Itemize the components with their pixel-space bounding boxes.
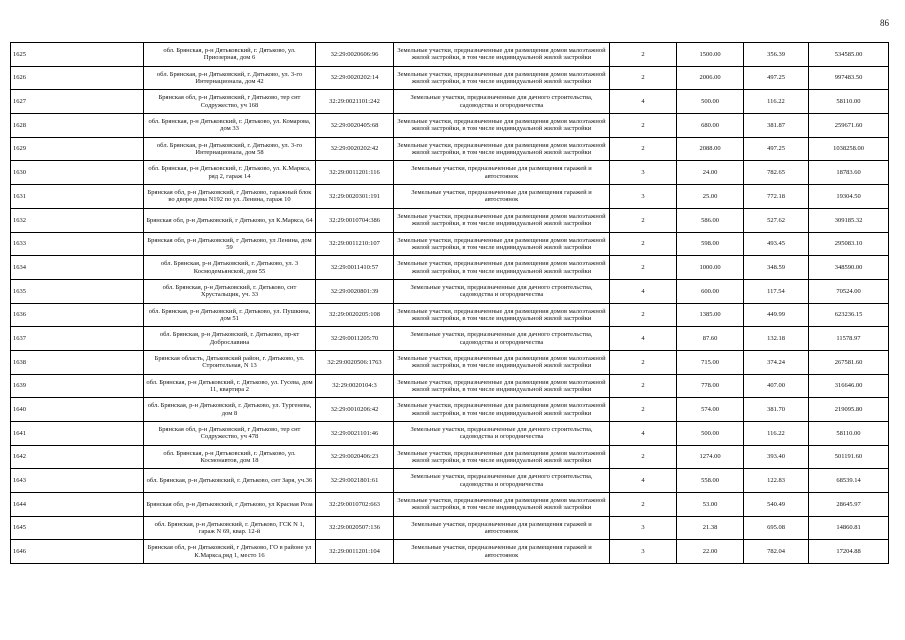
cadastral-number-cell: 32:29:0020506:1763: [316, 350, 394, 374]
specific-value-cell: 497.25: [744, 66, 809, 90]
row-number: 1632: [11, 208, 144, 232]
row-number: 1630: [11, 161, 144, 185]
address-cell: обл. Брянская, р-н Дятьковский, г. Дятьково, ул. Комарова, дом 33: [144, 114, 316, 138]
group-cell: 4: [610, 90, 677, 114]
group-cell: 3: [610, 516, 677, 540]
cadastral-number-cell: 32:29:0020202:42: [316, 137, 394, 161]
table-body: [11, 43, 889, 564]
table-row: [11, 208, 889, 232]
cadastral-value-cell: 623236.15: [809, 303, 889, 327]
cadastral-value-cell: 68539.14: [809, 469, 889, 493]
row-number: 1644: [11, 493, 144, 517]
row-number: 1640: [11, 398, 144, 422]
cadastral-number-cell: 32:29:0021801:61: [316, 469, 394, 493]
land-use-cell: Земельные участки, предназначенные для дачного строительства, садоводства и огородничества: [394, 327, 610, 351]
specific-value-cell: 527.62: [744, 208, 809, 232]
land-registry-table: [10, 42, 889, 564]
table-row: [11, 516, 889, 540]
land-use-cell: Земельные участки, предназначенные для размещения домов малоэтажной жилой застройки, в том числе индивидуальной жилой застройки: [394, 303, 610, 327]
area-cell: 2006.00: [677, 66, 744, 90]
land-use-cell: Земельные участки, предназначенные для размещения домов малоэтажной жилой застройки, в том числе индивидуальной жилой застройки: [394, 350, 610, 374]
address-cell: Брянская обл, р-н Дятьковский, г Дятьково, тер снт Содружество, уч 478: [144, 422, 316, 446]
specific-value-cell: 540.49: [744, 493, 809, 517]
address-cell: обл. Брянская, р-н Дятьковский, г. Дятьково, снт Хрустальщик, уч. 33: [144, 279, 316, 303]
table-row: [11, 374, 889, 398]
specific-value-cell: 493.45: [744, 232, 809, 256]
address-cell: обл. Брянская, р-н Дятьковский, г. Дятьково, ул. 3-го Интернационала, дом 58: [144, 137, 316, 161]
cadastral-number-cell: 32:29:0020301:191: [316, 185, 394, 209]
cadastral-value-cell: 501191.60: [809, 445, 889, 469]
cadastral-value-cell: 534585.00: [809, 43, 889, 67]
address-cell: обл. Брянская, р-н Дятьковский, г. Дятьково, ул. Приозерная, дом 6: [144, 43, 316, 67]
row-number: 1638: [11, 350, 144, 374]
specific-value-cell: 407.00: [744, 374, 809, 398]
specific-value-cell: 381.70: [744, 398, 809, 422]
row-number: 1643: [11, 469, 144, 493]
table-row: [11, 232, 889, 256]
cadastral-value-cell: 58110.00: [809, 90, 889, 114]
land-use-cell: Земельные участки, предназначенные для размещения домов малоэтажной жилой застройки, в том числе индивидуальной жилой застройки: [394, 374, 610, 398]
cadastral-value-cell: 295083.10: [809, 232, 889, 256]
specific-value-cell: 782.65: [744, 161, 809, 185]
address-cell: Брянская обл, р-н Дятьковский, г Дятьково, ГО в районе ул К.Маркса,ряд 1, место 16: [144, 540, 316, 564]
area-cell: 715.00: [677, 350, 744, 374]
group-cell: 2: [610, 137, 677, 161]
cadastral-value-cell: 348590.00: [809, 256, 889, 280]
group-cell: 3: [610, 540, 677, 564]
area-cell: 574.00: [677, 398, 744, 422]
area-cell: 778.00: [677, 374, 744, 398]
table-row: [11, 114, 889, 138]
specific-value-cell: 782.04: [744, 540, 809, 564]
row-number: 1633: [11, 232, 144, 256]
land-use-cell: Земельные участки, предназначенные для размещения гаражей и автостоянок: [394, 161, 610, 185]
address-cell: обл. Брянская, р-н Дятьковский, г. Дятьково, ул. Тургенева, дом 8: [144, 398, 316, 422]
cadastral-number-cell: 32:29:0011410:57: [316, 256, 394, 280]
area-cell: 1500.00: [677, 43, 744, 67]
area-cell: 25.00: [677, 185, 744, 209]
address-cell: обл. Брянская, р-н Дятьковский, г. Дятьково, пр-кт Доброславина: [144, 327, 316, 351]
cadastral-value-cell: 17204.88: [809, 540, 889, 564]
row-number: 1642: [11, 445, 144, 469]
row-number: 1641: [11, 422, 144, 446]
area-cell: 1274.00: [677, 445, 744, 469]
group-cell: 2: [610, 303, 677, 327]
cadastral-value-cell: 58110.00: [809, 422, 889, 446]
land-use-cell: Земельные участки, предназначенные для размещения домов малоэтажной жилой застройки, в том числе индивидуальной жилой застройки: [394, 43, 610, 67]
land-use-cell: Земельные участки, предназначенные для размещения гаражей и автостоянок: [394, 185, 610, 209]
group-cell: 4: [610, 279, 677, 303]
cadastral-number-cell: 32:29:0020406:23: [316, 445, 394, 469]
area-cell: 558.00: [677, 469, 744, 493]
cadastral-number-cell: 32:29:0010702:663: [316, 493, 394, 517]
cadastral-number-cell: 32:29:0020606:96: [316, 43, 394, 67]
specific-value-cell: 122.83: [744, 469, 809, 493]
specific-value-cell: 116.22: [744, 422, 809, 446]
address-cell: Брянская обл, р-н Дятьковский, г Дятьково, тер снт Содружество, уч 168: [144, 90, 316, 114]
address-cell: обл. Брянская, р-н Дятьковский, г. Дятьково, ул. 3-го Интернационала, дом 42: [144, 66, 316, 90]
cadastral-number-cell: 32:29:0010206:42: [316, 398, 394, 422]
row-number: 1646: [11, 540, 144, 564]
address-cell: Брянская обл, р-н Дятьковский, г Дятьково, ул К.Маркса, 64: [144, 208, 316, 232]
group-cell: 3: [610, 185, 677, 209]
specific-value-cell: 356.39: [744, 43, 809, 67]
area-cell: 500.00: [677, 90, 744, 114]
land-use-cell: Земельные участки, предназначенные для размещения гаражей и автостоянок: [394, 540, 610, 564]
land-use-cell: Земельные участки, предназначенные для дачного строительства, садоводства и огородничества: [394, 469, 610, 493]
cadastral-value-cell: 18783.60: [809, 161, 889, 185]
cadastral-value-cell: 316646.00: [809, 374, 889, 398]
table-row: [11, 350, 889, 374]
cadastral-number-cell: 32:29:0011205:70: [316, 327, 394, 351]
area-cell: 22.00: [677, 540, 744, 564]
area-cell: 1385.00: [677, 303, 744, 327]
row-number: 1636: [11, 303, 144, 327]
group-cell: 4: [610, 469, 677, 493]
row-number: 1628: [11, 114, 144, 138]
group-cell: 2: [610, 114, 677, 138]
address-cell: Брянская обл, р-н Дятьковский, г Дятьково, гаражный блок во дворе дома N192 по ул. Ленина, гараж 10: [144, 185, 316, 209]
area-cell: 24.00: [677, 161, 744, 185]
address-cell: обл. Брянская, р-н Дятьковский, г. Дятьково, ул. Гусева, дом 11, квартира 2: [144, 374, 316, 398]
land-use-cell: Земельные участки, предназначенные для дачного строительства, садоводства и огородничества: [394, 90, 610, 114]
group-cell: 2: [610, 398, 677, 422]
table-row: [11, 398, 889, 422]
specific-value-cell: 393.40: [744, 445, 809, 469]
group-cell: 2: [610, 374, 677, 398]
land-use-cell: Земельные участки, предназначенные для размещения домов малоэтажной жилой застройки, в том числе индивидуальной жилой застройки: [394, 493, 610, 517]
row-number: 1635: [11, 279, 144, 303]
address-cell: обл. Брянская, р-н Дятьковский, г. Дятьково, ул. Пушкина, дом 51: [144, 303, 316, 327]
specific-value-cell: 497.25: [744, 137, 809, 161]
area-cell: 500.00: [677, 422, 744, 446]
specific-value-cell: 117.54: [744, 279, 809, 303]
area-cell: 21.38: [677, 516, 744, 540]
area-cell: 2088.00: [677, 137, 744, 161]
specific-value-cell: 116.22: [744, 90, 809, 114]
land-use-cell: Земельные участки, предназначенные для размещения домов малоэтажной жилой застройки, в том числе индивидуальной жилой застройки: [394, 208, 610, 232]
address-cell: обл. Брянская, р-н Дятьковский, г. Дятьково, ГСК N 1, гараж N 69, квар. 12-й: [144, 516, 316, 540]
area-cell: 87.60: [677, 327, 744, 351]
cadastral-value-cell: 267581.60: [809, 350, 889, 374]
land-use-cell: Земельные участки, предназначенные для размещения домов малоэтажной жилой застройки, в том числе индивидуальной жилой застройки: [394, 256, 610, 280]
cadastral-number-cell: 32:29:0020507:136: [316, 516, 394, 540]
land-use-cell: Земельные участки, предназначенные для размещения домов малоэтажной жилой застройки, в том числе индивидуальной жилой застройки: [394, 114, 610, 138]
table-row: [11, 540, 889, 564]
address-cell: обл. Брянская, р-н Дятьковский, г. Дятьково, ул. К.Маркса, ряд 2, гараж 14: [144, 161, 316, 185]
group-cell: 2: [610, 445, 677, 469]
address-cell: Брянская обл, р-н Дятьковский, г Дятьково, ул Красная Роза: [144, 493, 316, 517]
specific-value-cell: 132.18: [744, 327, 809, 351]
cadastral-value-cell: 997483.50: [809, 66, 889, 90]
row-number: 1639: [11, 374, 144, 398]
cadastral-value-cell: 1038258.00: [809, 137, 889, 161]
specific-value-cell: 449.99: [744, 303, 809, 327]
row-number: 1637: [11, 327, 144, 351]
cadastral-number-cell: 32:29:0021101:242: [316, 90, 394, 114]
area-cell: 53.00: [677, 493, 744, 517]
table-row: [11, 161, 889, 185]
table-row: [11, 445, 889, 469]
specific-value-cell: 695.08: [744, 516, 809, 540]
row-number: 1626: [11, 66, 144, 90]
group-cell: 2: [610, 493, 677, 517]
area-cell: 600.00: [677, 279, 744, 303]
row-number: 1645: [11, 516, 144, 540]
group-cell: 2: [610, 43, 677, 67]
land-use-cell: Земельные участки, предназначенные для размещения домов малоэтажной жилой застройки, в том числе индивидуальной жилой застройки: [394, 137, 610, 161]
group-cell: 4: [610, 327, 677, 351]
cadastral-value-cell: 70524.00: [809, 279, 889, 303]
land-use-cell: Земельные участки, предназначенные для дачного строительства, садоводства и огородничества: [394, 279, 610, 303]
cadastral-number-cell: 32:29:0010704:386: [316, 208, 394, 232]
cadastral-number-cell: 32:29:0020405:68: [316, 114, 394, 138]
land-use-cell: Земельные участки, предназначенные для размещения домов малоэтажной жилой застройки, в том числе индивидуальной жилой застройки: [394, 445, 610, 469]
group-cell: 2: [610, 256, 677, 280]
table-row: [11, 43, 889, 67]
table-row: [11, 137, 889, 161]
address-cell: обл. Брянская, р-н Дятьковский, г. Дятьково, снт Заря, уч.36: [144, 469, 316, 493]
land-use-cell: Земельные участки, предназначенные для размещения гаражей и автостоянок: [394, 516, 610, 540]
area-cell: 680.00: [677, 114, 744, 138]
specific-value-cell: 374.24: [744, 350, 809, 374]
table-row: [11, 279, 889, 303]
cadastral-number-cell: 32:29:0020205:108: [316, 303, 394, 327]
cadastral-value-cell: 14860.81: [809, 516, 889, 540]
specific-value-cell: 381.87: [744, 114, 809, 138]
row-number: 1629: [11, 137, 144, 161]
cadastral-value-cell: 259671.60: [809, 114, 889, 138]
row-number: 1631: [11, 185, 144, 209]
table-row: [11, 185, 889, 209]
cadastral-number-cell: 32:29:0021101:46: [316, 422, 394, 446]
area-cell: 598.00: [677, 232, 744, 256]
cadastral-value-cell: 309185.32: [809, 208, 889, 232]
cadastral-number-cell: 32:29:0011201:116: [316, 161, 394, 185]
table-row: [11, 303, 889, 327]
specific-value-cell: 348.59: [744, 256, 809, 280]
table-row: [11, 327, 889, 351]
area-cell: 586.00: [677, 208, 744, 232]
table-row: [11, 422, 889, 446]
land-use-cell: Земельные участки, предназначенные для дачного строительства, садоводства и огородничества: [394, 422, 610, 446]
group-cell: 2: [610, 208, 677, 232]
table-row: [11, 66, 889, 90]
address-cell: обл. Брянская, р-н Дятьковский, г. Дятьково, ул. 3 Космодемьянской, дом 55: [144, 256, 316, 280]
row-number: 1634: [11, 256, 144, 280]
cadastral-number-cell: 32:29:0011210:107: [316, 232, 394, 256]
table-row: [11, 256, 889, 280]
cadastral-number-cell: 32:29:0020801:39: [316, 279, 394, 303]
specific-value-cell: 772.18: [744, 185, 809, 209]
cadastral-number-cell: 32:29:0020202:14: [316, 66, 394, 90]
group-cell: 3: [610, 161, 677, 185]
land-use-cell: Земельные участки, предназначенные для размещения домов малоэтажной жилой застройки, в том числе индивидуальной жилой застройки: [394, 232, 610, 256]
page-number: 86: [880, 18, 889, 28]
cadastral-value-cell: 219095.80: [809, 398, 889, 422]
row-number: 1627: [11, 90, 144, 114]
land-use-cell: Земельные участки, предназначенные для размещения домов малоэтажной жилой застройки, в том числе индивидуальной жилой застройки: [394, 66, 610, 90]
cadastral-number-cell: 32:29:0011201:104: [316, 540, 394, 564]
table-row: [11, 469, 889, 493]
group-cell: 2: [610, 66, 677, 90]
address-cell: Брянская область, Дятьковский район, г. Дятьково, ул. Строительная, N 13: [144, 350, 316, 374]
group-cell: 2: [610, 350, 677, 374]
cadastral-value-cell: 19304.50: [809, 185, 889, 209]
group-cell: 4: [610, 422, 677, 446]
address-cell: Брянская обл, р-н Дятьковский, г Дятьково, ул Ленина, дом 59: [144, 232, 316, 256]
land-use-cell: Земельные участки, предназначенные для размещения домов малоэтажной жилой застройки, в том числе индивидуальной жилой застройки: [394, 398, 610, 422]
table-row: [11, 493, 889, 517]
row-number: 1625: [11, 43, 144, 67]
group-cell: 2: [610, 232, 677, 256]
cadastral-number-cell: 32:29:0020104:3: [316, 374, 394, 398]
cadastral-value-cell: 28645.97: [809, 493, 889, 517]
cadastral-value-cell: 11578.97: [809, 327, 889, 351]
area-cell: 1000.00: [677, 256, 744, 280]
address-cell: обл. Брянская, р-н Дятьковский, г. Дятьково, ул. Космонавтов, дом 18: [144, 445, 316, 469]
table-row: [11, 90, 889, 114]
